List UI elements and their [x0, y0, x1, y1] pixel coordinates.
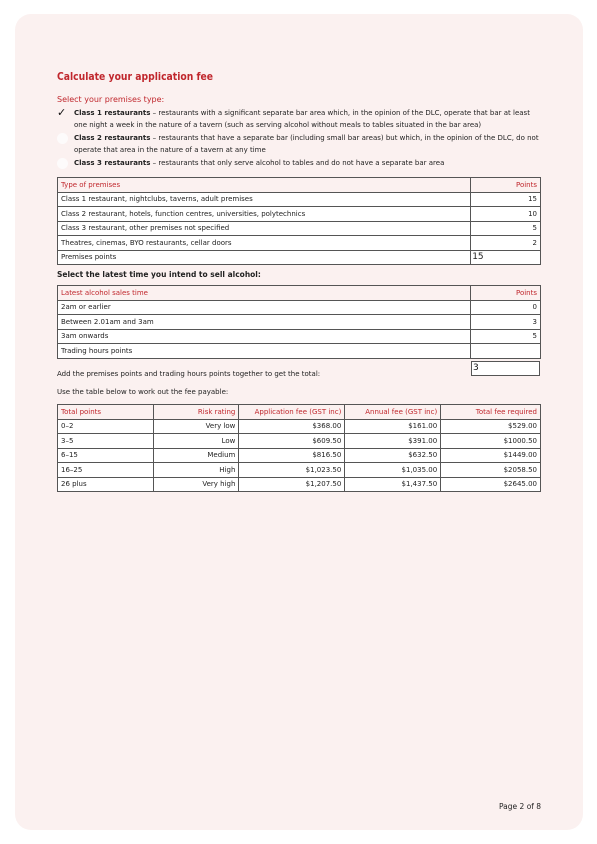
table-row [58, 221, 541, 236]
table-row [58, 463, 541, 478]
table-row [58, 236, 541, 251]
premises-header-points: Points [471, 178, 541, 193]
option-class-2 [74, 132, 544, 156]
fee-total-cell: $2645.00 [441, 477, 541, 492]
hours-time-cell: 3am onwards [58, 329, 471, 344]
fee-risk-cell: Medium [153, 448, 239, 463]
add-points-note: Add the premises points and trading hours points together to get the total: [57, 370, 321, 378]
fee-annual-cell: $1,437.50 [345, 477, 441, 492]
option-class-3-name: Class 3 restaurants [74, 159, 151, 167]
fee-header-annual-fee: Annual fee (GST inc) [345, 405, 441, 420]
table-row [58, 192, 541, 207]
option-class-2-name: Class 2 restaurants [74, 134, 151, 142]
option-class-2-desc: – restaurants that have a separate bar (including small bar areas) but which, in the opinion of the DLC, do not operate that area in the nature of a tavern at any time [74, 134, 539, 154]
latest-time-label: Select the latest time you intend to sell alcohol: [57, 270, 261, 279]
fee-total-cell: $1449.00 [441, 448, 541, 463]
page-number: Page 2 of 8 [499, 802, 542, 811]
table-row [58, 300, 541, 315]
fee-annual-cell: $632.50 [345, 448, 441, 463]
hours-time-cell: 2am or earlier [58, 300, 471, 315]
checkmark-icon[interactable]: ✓ [57, 106, 67, 119]
hours-points-cell: 3 [471, 315, 541, 330]
premises-points-label: Premises points [58, 250, 471, 265]
fee-application-cell: $368.00 [239, 419, 345, 434]
use-table-note: Use the table below to work out the fee payable: [57, 388, 229, 396]
fee-table [57, 404, 541, 492]
option-class-3 [74, 157, 544, 169]
fee-annual-cell: $1,035.00 [345, 463, 441, 478]
premises-type-label: Select your premises type: [57, 95, 165, 104]
hours-header-time: Latest alcohol sales time [58, 286, 471, 301]
premises-points-cell: 10 [471, 207, 541, 222]
premises-points-cell: 2 [471, 236, 541, 251]
premises-type-cell: Theatres, cinemas, BYO restaurants, cellar doors [58, 236, 471, 251]
hours-time-cell: Between 2.01am and 3am [58, 315, 471, 330]
premises-total-row [58, 250, 541, 265]
fee-points-cell: 6–15 [58, 448, 154, 463]
fee-risk-cell: High [153, 463, 239, 478]
fee-application-cell: $1,207.50 [239, 477, 345, 492]
fee-risk-cell: Low [153, 434, 239, 449]
radio-class-3[interactable] [57, 158, 68, 169]
fee-risk-cell: Very low [153, 419, 239, 434]
fee-annual-cell: $391.00 [345, 434, 441, 449]
trading-hours-table [57, 285, 541, 359]
total-points-field[interactable]: 3 [471, 361, 540, 376]
table-row [58, 329, 541, 344]
table-row [58, 315, 541, 330]
section-heading: Calculate your application fee [57, 71, 214, 83]
fee-header-risk-rating: Risk rating [153, 405, 239, 420]
table-row [58, 448, 541, 463]
fee-points-cell: 3–5 [58, 434, 154, 449]
trading-hours-points-label: Trading hours points [58, 344, 471, 359]
option-class-3-desc: – restaurants that only serve alcohol to tables and do not have a separate bar area [150, 159, 445, 167]
fee-application-cell: $1,023.50 [239, 463, 345, 478]
option-class-1-desc: – restaurants with a significant separate bar area which, in the opinion of the DLC, operate that bar at least one night a week in the nature of a tavern (such as serving alcohol without meals to tables situated in the bar area) [74, 109, 530, 129]
premises-header-type: Type of premises [58, 178, 471, 193]
premises-type-cell: Class 1 restaurant, nightclubs, taverns, adult premises [58, 192, 471, 207]
option-class-1-name: Class 1 restaurants [74, 109, 151, 117]
table-row [58, 477, 541, 492]
hours-header-points: Points [471, 286, 541, 301]
premises-points-field[interactable]: 15 [471, 250, 541, 265]
premises-points-cell: 5 [471, 221, 541, 236]
fee-header-total-fee: Total fee required [441, 405, 541, 420]
fee-annual-cell: $161.00 [345, 419, 441, 434]
fee-total-cell: $2058.50 [441, 463, 541, 478]
option-class-1 [74, 107, 544, 131]
premises-type-cell: Class 2 restaurant, hotels, function centres, universities, polytechnics [58, 207, 471, 222]
trading-hours-points-field[interactable] [471, 344, 541, 359]
hours-points-cell: 0 [471, 300, 541, 315]
hours-total-row [58, 344, 541, 359]
fee-points-cell: 16–25 [58, 463, 154, 478]
fee-total-cell: $529.00 [441, 419, 541, 434]
fee-header-application-fee: Application fee (GST inc) [239, 405, 345, 420]
fee-total-cell: $1000.50 [441, 434, 541, 449]
table-row [58, 207, 541, 222]
fee-header-total-points: Total points [58, 405, 154, 420]
table-row [58, 434, 541, 449]
table-row [58, 419, 541, 434]
premises-type-cell: Class 3 restaurant, other premises not specified [58, 221, 471, 236]
premises-points-table [57, 177, 541, 265]
fee-points-cell: 26 plus [58, 477, 154, 492]
fee-points-cell: 0–2 [58, 419, 154, 434]
premises-points-cell: 15 [471, 192, 541, 207]
fee-risk-cell: Very high [153, 477, 239, 492]
radio-class-2[interactable] [57, 133, 68, 144]
fee-application-cell: $816.50 [239, 448, 345, 463]
fee-application-cell: $609.50 [239, 434, 345, 449]
hours-points-cell: 5 [471, 329, 541, 344]
